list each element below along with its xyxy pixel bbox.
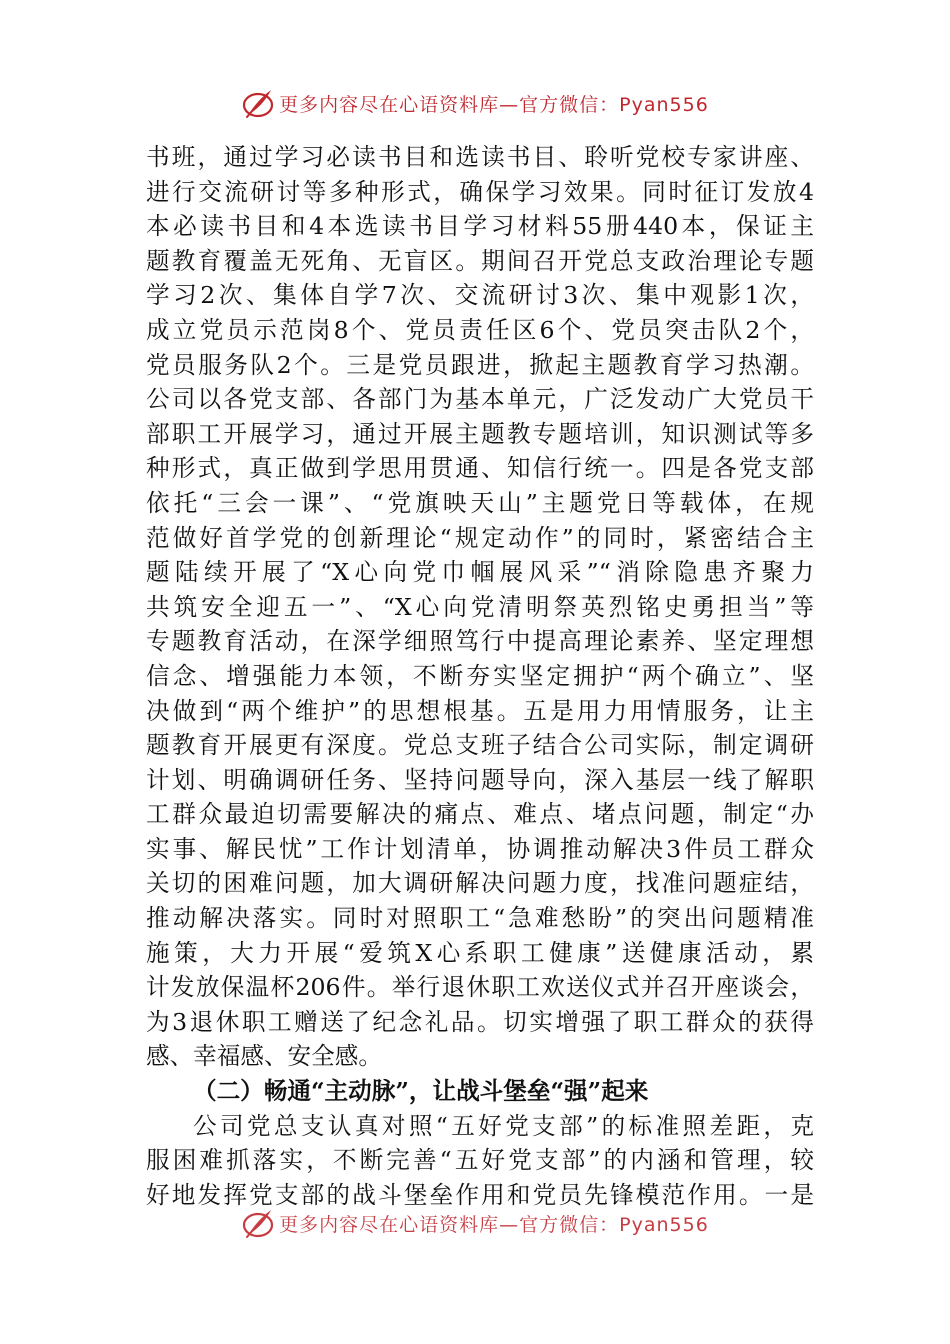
text-line: 决做到“两个维护”的思想根基。五是用力用情服务，让主 bbox=[146, 696, 814, 725]
text-line: 计发放保温杯206件。举行退休职工欢送仪式并召开座谈会， bbox=[146, 973, 814, 1002]
text-line: 部职工开展学习，通过开展主题教专题培训，知识测试等多 bbox=[146, 419, 814, 448]
text-line: 关切的困难问题，加大调研解决问题力度，找准问题症结， bbox=[146, 869, 814, 898]
text-line: 专题教育活动，在深学细照笃行中提高理论素养、坚定理想 bbox=[146, 627, 814, 656]
header-watermark-banner bbox=[0, 86, 950, 120]
text-line: 党员服务队2个。三是党员跟进，掀起主题教育学习热潮。 bbox=[146, 350, 814, 379]
section-heading: （二）畅通“主动脉”，让战斗堡垒“强”起来 bbox=[193, 1077, 649, 1106]
footer-watermark-text: 更多内容尽在心语资料库—官方微信：Pyan556 bbox=[279, 1213, 709, 1236]
text-line: 书班，通过学习必读书目和选读书目、聆听党校专家讲座、 bbox=[146, 143, 814, 171]
text-line: 公司党总支认真对照“五好党支部”的标准照差距，克 bbox=[193, 1111, 814, 1140]
text-line: 共筑安全迎五一”、“X心向党清明祭英烈铭史勇担当”等 bbox=[146, 592, 814, 621]
quill-pen-logo-icon bbox=[241, 86, 275, 120]
text-line: 计划、明确调研任务、坚持问题导向，深入基层一线了解职 bbox=[146, 765, 814, 794]
document-body bbox=[146, 140, 814, 1212]
text-line: 为3退休职工赠送了纪念礼品。切实增强了职工群众的获得 bbox=[146, 1007, 814, 1036]
text-line: 种形式，真正做到学思用贯通、知信行统一。四是各党支部 bbox=[146, 454, 814, 483]
text-line: 推动解决落实。同时对照职工“急难愁盼”的突出问题精准 bbox=[146, 904, 814, 933]
text-line: 感、幸福感、安全感。 bbox=[146, 1042, 382, 1071]
text-line: 公司以各党支部、各部门为基本单元，广泛发动广大党员干 bbox=[146, 385, 814, 414]
text-line: 题教育覆盖无死角、无盲区。期间召开党总支政治理论专题 bbox=[146, 246, 814, 275]
text-line: 进行交流研讨等多种形式，确保学习效果。同时征订发放4 bbox=[146, 177, 814, 206]
text-line: 题教育开展更有深度。党总支班子结合公司实际，制定调研 bbox=[146, 731, 814, 760]
text-line: 范做好首学党的创新理论“规定动作”的同时，紧密结合主 bbox=[146, 523, 814, 552]
header-watermark-text: 更多内容尽在心语资料库—官方微信：Pyan556 bbox=[279, 93, 709, 116]
quill-pen-logo-icon bbox=[241, 1206, 275, 1240]
text-line: 题陆续开展了“X心向党巾帼展风采”“消除隐患齐聚力 bbox=[146, 558, 814, 587]
text-line: 学习2次、集体自学7次、交流研讨3次、集中观影1次， bbox=[146, 281, 814, 310]
text-line: 本必读书目和4本选读书目学习材料55册440本，保证主 bbox=[146, 212, 814, 241]
footer-watermark-banner bbox=[0, 1206, 950, 1240]
text-line: 成立党员示范岗8个、党员责任区6个、党员突击队2个， bbox=[146, 315, 814, 344]
text-line: 好地发挥党支部的战斗堡垒作用和党员先锋模范作用。一是 bbox=[146, 1180, 814, 1209]
text-line: 依托“三会一课”、“党旗映天山”主题党日等载体，在规 bbox=[146, 488, 814, 517]
text-line: 信念、增强能力本领，不断夯实坚定拥护“两个确立”、坚 bbox=[146, 661, 814, 690]
text-line: 实事、解民忧”工作计划清单，协调推动解决3件员工群众 bbox=[146, 834, 814, 863]
text-line: 工群众最迫切需要解决的痛点、难点、堵点问题，制定“办 bbox=[146, 800, 814, 829]
text-line: 施策，大力开展“爱筑X心系职工健康”送健康活动，累 bbox=[146, 938, 814, 967]
text-line: 服困难抓落实，不断完善“五好党支部”的内涵和管理，较 bbox=[146, 1146, 814, 1175]
